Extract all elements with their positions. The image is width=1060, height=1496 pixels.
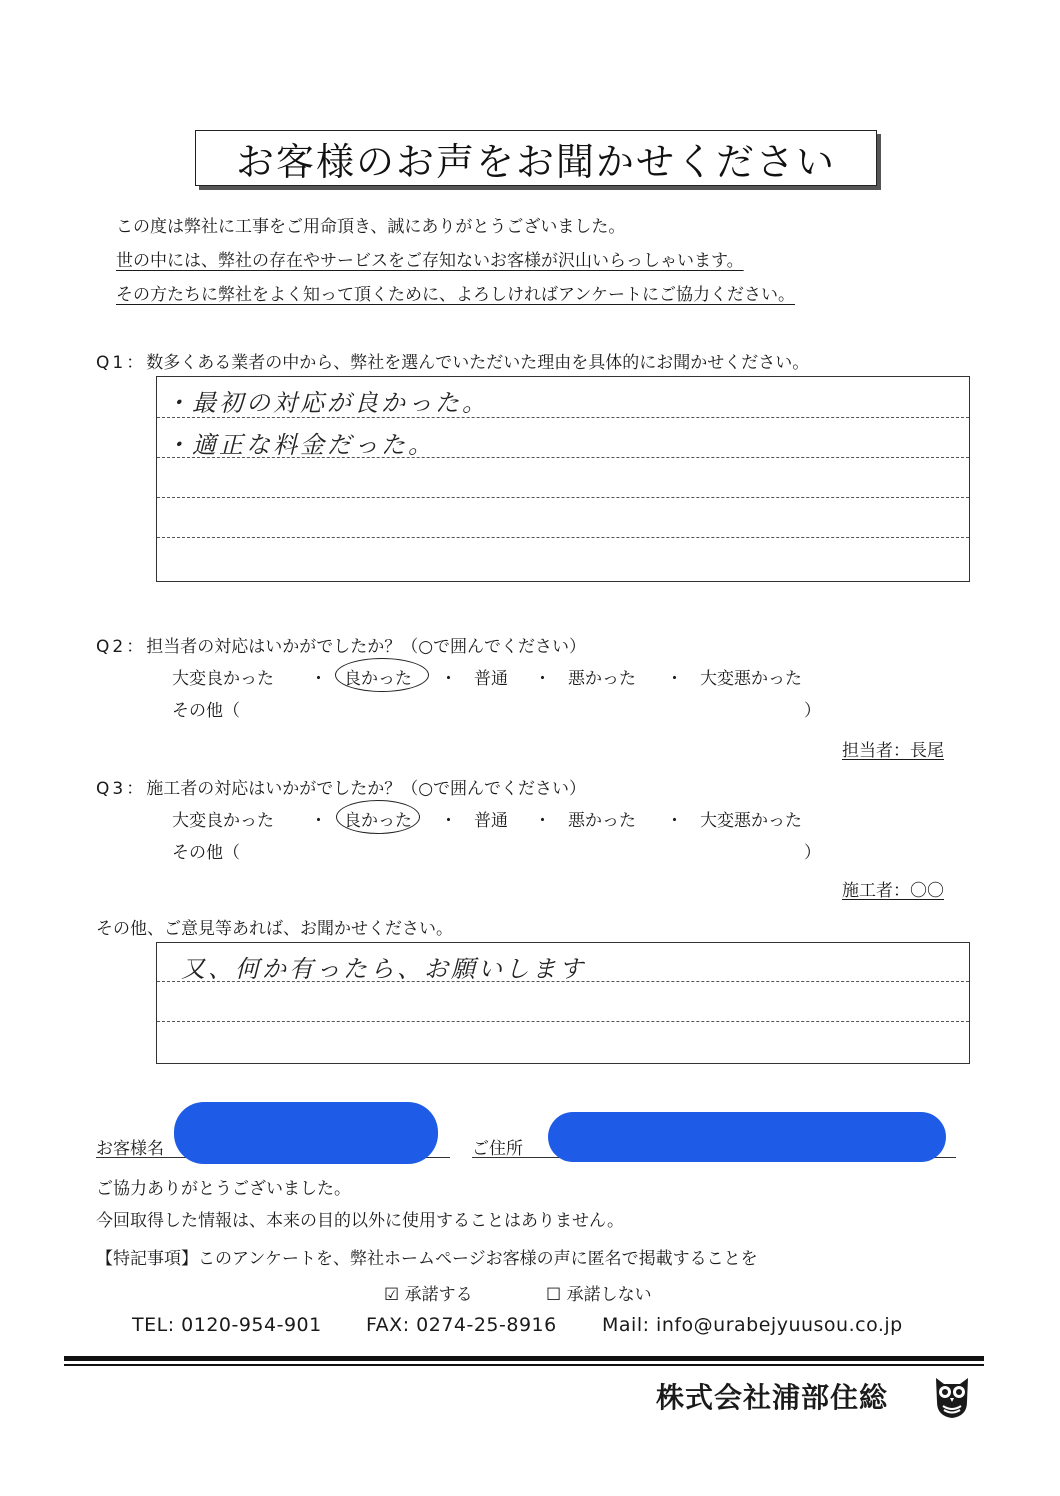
q3-option-normal[interactable]: 普通 <box>474 811 508 831</box>
q2-selection-circle <box>335 658 429 692</box>
notes-text: 【特記事項】このアンケートを、弊社ホームページお客様の声に匿名で掲載することを <box>96 1249 758 1269</box>
customer-name-label: お客様名 <box>96 1139 164 1159</box>
q2-option-normal[interactable]: 普通 <box>474 669 508 689</box>
q2-separator-4: ・ <box>666 669 683 689</box>
q3-option-very-good[interactable]: 大変良かった <box>172 811 274 831</box>
q3-other-close: ） <box>804 843 821 863</box>
q3-option-good[interactable]: 良かった <box>344 811 412 831</box>
q3-separator-2: ・ <box>440 811 457 831</box>
q1-question: 数多くある業者の中から、弊社を選んでいただいた理由を具体的にお聞かせください。 <box>146 353 810 373</box>
q2-option-good[interactable]: 良かった <box>344 669 412 689</box>
q2-question: 担当者の対応はいかがでしたか？（○で囲んでください） <box>146 637 587 657</box>
q2-label: Q2： <box>96 637 147 657</box>
disagree-label: 承諾しない <box>566 1285 652 1305</box>
q3-question: 施工者の対応はいかがでしたか？（○で囲んでください） <box>146 779 587 799</box>
agree-label: 承諾する <box>404 1285 473 1305</box>
q1-row <box>96 348 809 373</box>
contact-fax: FAX: 0274-25-8916 <box>366 1314 557 1336</box>
disagree-checkbox-icon[interactable]: ☐ <box>546 1285 562 1305</box>
q2-option-very-bad[interactable]: 大変悪かった <box>700 669 802 689</box>
q3-label: Q3： <box>96 779 147 799</box>
owl-logo-icon <box>932 1372 972 1420</box>
footer-bar-thick <box>64 1356 984 1361</box>
q2-other-close: ） <box>804 701 821 721</box>
agree-option[interactable] <box>384 1280 473 1305</box>
customer-name-redaction <box>174 1102 438 1164</box>
contact-mail: Mail: info@urabejyuusou.co.jp <box>602 1314 903 1336</box>
footer-bar-thin <box>64 1364 984 1366</box>
q3-option-very-bad[interactable]: 大変悪かった <box>700 811 802 831</box>
q3-separator-4: ・ <box>666 811 683 831</box>
intro-line-3: その方たちに弊社をよく知って頂くために、よろしければアンケートにご協力ください。 <box>116 285 795 305</box>
q3-staff-name: 施工者：〇〇 <box>842 881 944 901</box>
page-title: お客様のお声をお聞かせください <box>235 139 836 184</box>
privacy-text: 今回取得した情報は、本来の目的以外に使用することはありません。 <box>96 1211 625 1231</box>
comments-prompt: その他、ご意見等あれば、お聞かせください。 <box>96 919 453 939</box>
q1-label: Q1： <box>96 353 147 373</box>
q2-option-very-good[interactable]: 大変良かった <box>172 669 274 689</box>
company-name: 株式会社浦部住総 <box>656 1381 889 1414</box>
q3-row <box>96 774 586 799</box>
intro-line-2: 世の中には、弊社の存在やサービスをご存知ないお客様が沢山いらっしゃいます。 <box>116 251 744 271</box>
q2-staff-name: 担当者：長尾 <box>842 741 944 761</box>
q3-option-bad[interactable]: 悪かった <box>568 811 636 831</box>
q2-option-bad[interactable]: 悪かった <box>568 669 636 689</box>
agree-checkbox-icon[interactable]: ☑ <box>384 1285 400 1305</box>
q2-separator-3: ・ <box>534 669 551 689</box>
q2-row <box>96 632 586 657</box>
thanks-text: ご協力ありがとうございました。 <box>96 1179 351 1199</box>
q3-other-label: その他（ <box>172 843 240 863</box>
q1-answer-box[interactable] <box>156 376 970 582</box>
q2-other-label: その他（ <box>172 701 240 721</box>
q1-answer-2: ・適正な料金だった。 <box>165 431 435 459</box>
q2-separator-1: ・ <box>310 669 327 689</box>
q3-separator-1: ・ <box>310 811 327 831</box>
title-box <box>195 130 877 186</box>
q3-selection-circle <box>336 800 420 834</box>
q3-separator-3: ・ <box>534 811 551 831</box>
customer-address-redaction <box>548 1112 946 1162</box>
contact-tel: TEL: 0120-954-901 <box>132 1314 322 1336</box>
q2-separator-2: ・ <box>440 669 457 689</box>
disagree-option[interactable] <box>546 1280 652 1305</box>
q1-answer-1: ・最初の対応が良かった。 <box>165 389 489 417</box>
comments-answer-box[interactable] <box>156 942 970 1064</box>
intro-line-1: この度は弊社に工事をご用命頂き、誠にありがとうございました。 <box>116 217 626 237</box>
customer-address-label: ご住所 <box>472 1139 523 1159</box>
comments-answer: 又、何か有ったら、お願いします <box>181 955 586 983</box>
